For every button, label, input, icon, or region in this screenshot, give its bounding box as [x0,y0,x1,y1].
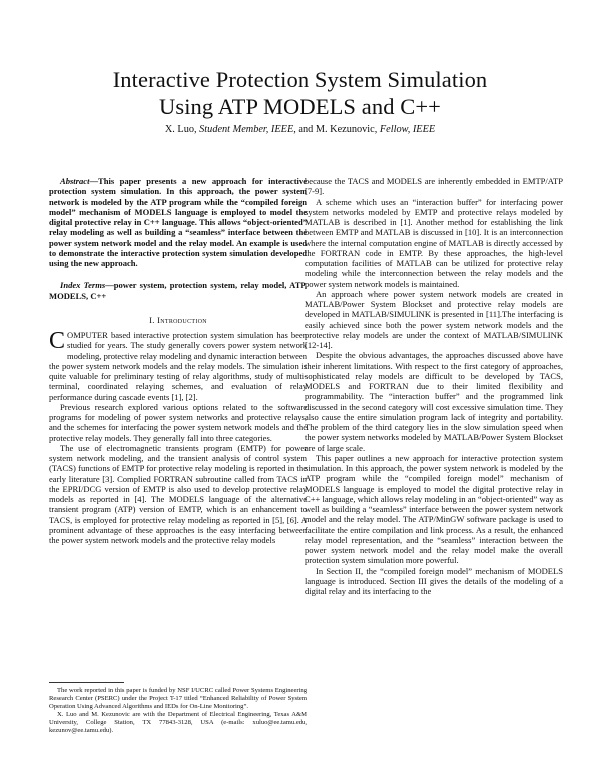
right-column [305,176,563,596]
left-column [49,176,307,545]
author-1-role: Student Member, IEEE [199,124,294,135]
footnote-affiliation: X. Luo and M. Kezunovic are with the Department of Electrical Engineering, Texas A&M University, College Station, TX 77843-3128, USA (e-mails: xuluo@ee.tamu.edu, kezunov@ee.tamu.edu). [49,711,307,735]
intro-paragraph-3: The use of electromagnetic transients program (EMTP) for power system network modeling, and the transient analysis of control system (TACS) functions of EMTP for protective relay modeling is reported in the early literature [3]. Complied FORTRAN subroutine called from TACS in the EPRI/DCG version of EMTP is also used to develop protective relay models as reported in [4]. The MODELS language of the alternative transient program (ATP) version of EMTP, which is an enhancement to TACS, is employed for protective relay modeling as reported in [5], [6]. A prominent advantage of these approaches is the easy interfacing between the power system network models and the protective relay models [49,442,307,545]
index-terms [49,280,307,301]
right-paragraph-4: Despite the obvious advantages, the approaches discussed above have their inherent limitations. With respect to the first category of approaches, sophisticated relay models are difficult to be developed by TACS, MODELS and FORTRAN due to their limited flexibility and programmability. The “interaction buffer” and the programmed link discussed in the second category will cost excessive simulation time. They also cause the entire simulation program lack of integrity and portability. The problem of the third category lies in the slow simulation speed when the power system networks modeled by MATLAB/Power System Blockset are of large scale. [305,350,563,453]
paper-title-line-1: Interactive Protection System Simulation [112,67,488,92]
right-paragraph-3: An approach where power system network models are created in MATLAB/Power System Blockset and protective relay models are developed in MATLAB/SIMULINK is presented in [11].The interfacing is easily achieved since both the power system network models and the protective relay models are under the context of MATLAB/SIMULINK [12-14]. [305,288,563,350]
right-paragraph-2: A scheme which uses an “interaction buffer” for interfacing power system networks modeled by EMTP and protective relays modeled by MATLAB is described in [1]. Another method for establishing the link between EMTP and MATLAB is discussed in [10]. It is an interconnection where the internal computation engine of MATLAB is directly accessed by the FORTRAN code in EMTP. By these approaches, the high-level computation facilities of MATLAB can be utilized for protective relay modeling while the interconnection between the relay models and the power system network models is maintained. [305,196,563,289]
index-terms-text: —power system, protection system, relay model, ATP, MODELS, C++ [49,280,307,301]
intro-paragraph-1 [49,330,307,402]
footnotes [49,687,307,736]
right-paragraph-1: because the TACS and MODELS are inherently embedded in EMTP/ATP [7-9]. [305,176,563,197]
section-heading-1 [49,315,307,325]
abstract [49,176,307,268]
paper-title-line-2: Using ATP MODELS and C++ [159,94,441,119]
right-paragraph-5: This paper outlines a new approach for interactive protection system simulation. In this approach, the power system network is modeled by the ATP program while the “compiled foreign model” mechanism of MODELS language is employed to model the digital protective relay in C++ language, which allows relay modeling in an “object-oriented” way as well as building a “seamless” interface between the power system network model and the relay model. The ATP/MinGW software package is used to facilitate the entire compilation and link process. As a result, the enhanced relay model representation, and the “seamless” interaction between the power system network model and the relay model make the overall protection system simulation more powerful. [305,452,563,566]
author-line [0,124,600,135]
footnote-funding: The work reported in this paper is funded by NSF I/UCRC called Power Systems Engineering Research Center (PSERC) under the Project T-17 titled “Enhanced Reliability of Power System Operation Using Advanced Algorithms and IEDs for On-Line Monitoring”. [49,687,307,711]
index-terms-lead: Index Terms [60,280,106,291]
section-numeral: I. [149,314,158,325]
intro-paragraph-2: Previous research explored various options related to the software programs for modeling of power system networks and protective relays, and the schemes for interfacing the power system network models and the protective relay models. They generally fall into three categories. [49,401,307,443]
author-1-name: X. Luo, [164,124,200,135]
author-separator: , and M. Kezunovic, [293,124,380,135]
author-2-role: Fellow, IEEE [379,124,436,135]
footnote-rule [49,682,124,683]
paper-title [0,66,600,120]
abstract-lead: Abstract [60,176,90,186]
intro-paragraph-1-text: OMPUTER based interactive protection system simulation has been studied for years. The study generally covers power system network modeling, protective relay modeling and dynamic interaction between the power system network models and the relay models. The simulation is quite valuable for preliminary testing of relay algorithms, study of multi-terminal, coordinated relaying schemes, and evaluation of relay performance during cascade events [1], [2]. [49,330,307,402]
right-paragraph-6: In Section II, the “compiled foreign model” mechanism of MODELS language is introduced. Section III gives the details of the modeling of a digital relay and its interfacing to the [305,565,563,596]
section-title: Introduction [157,314,207,325]
abstract-text: —This paper presents a new approach for interactive protection system simulation. In this approach, the power system network is modeled by the ATP program while the “compiled foreign model” mechanism of MODELS language is employed to model the digital protective relay in C++ language. This allows “object-oriented” relay modeling as well as building a “seamless” interface between the power system network model and the relay model. An example is used to demonstrate the interactive protection system simulation developed using the new approach. [49,176,307,268]
drop-cap: C [49,328,66,354]
